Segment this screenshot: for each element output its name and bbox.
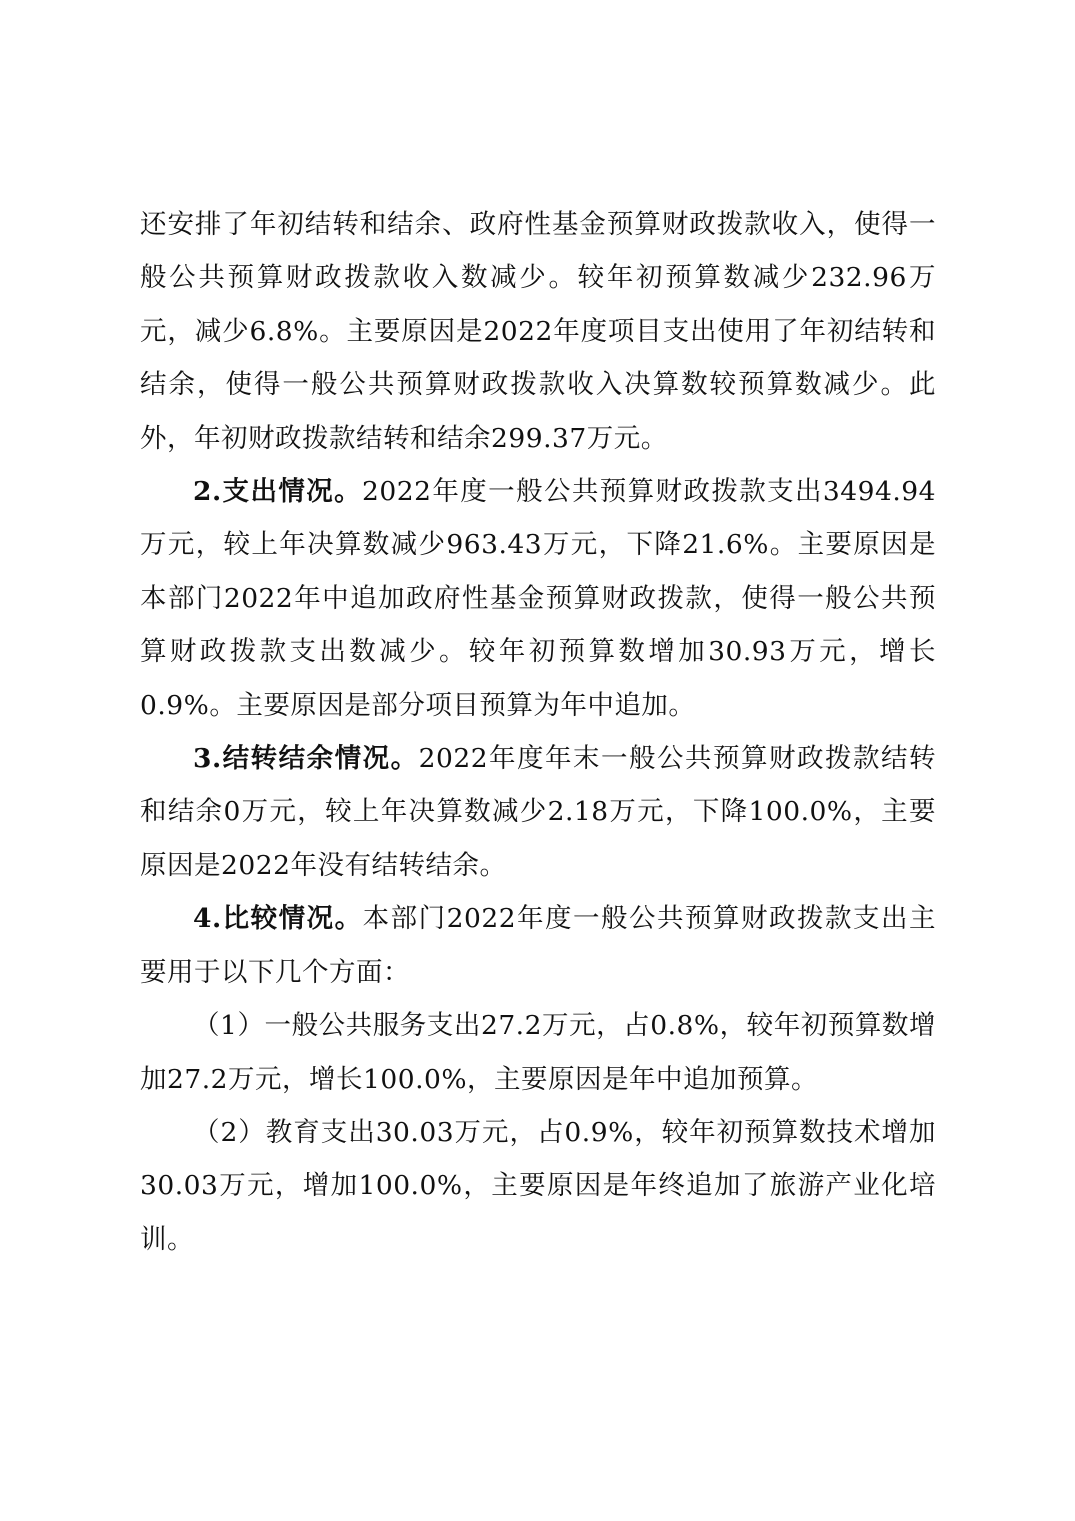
- paragraph-comparison: [140, 892, 936, 999]
- section-heading-carryover: 3.结转结余情况。: [193, 743, 419, 775]
- paragraph-expenditure: [140, 465, 936, 732]
- paragraph-text: （1）一般公共服务支出27.2万元，占0.8%，较年初预算数增加27.2万元，增长100.0%，主要原因是年中追加预算。: [140, 1010, 936, 1095]
- paragraph-text: 2022年度年末一般公共预算财政拨款结转和结余0万元，较上年决算数减少2.18万元，下降100.0%，主要原因是2022年没有结转结余。: [140, 743, 936, 881]
- list-item-general-public-services: [140, 999, 936, 1106]
- paragraph-text: （2）教育支出30.03万元，占0.9%，较年初预算数技术增加30.03万元，增加100.0%，主要原因是年终追加了旅游产业化培训。: [140, 1116, 936, 1255]
- paragraph-text: 还安排了年初结转和结余、政府性基金预算财政拨款收入，使得一般公共预算财政拨款收入数减少。较年初预算数减少232.96万元，减少6.8%。主要原因是2022年度项目支出使用了年初结转和结余，使得一般公共预算财政拨款收入决算数较预算数减少。此外，年初财政拨款结转和结余299.37万元。: [140, 209, 936, 454]
- section-heading-comparison: 4.比较情况。: [193, 903, 363, 935]
- paragraph-text: 本部门2022年度一般公共预算财政拨款支出主要用于以下几个方面：: [140, 903, 936, 988]
- paragraph-income-continued: [140, 198, 936, 465]
- section-heading-expenditure: 2.支出情况。: [193, 476, 363, 508]
- paragraph-text: 2022年度一般公共预算财政拨款支出3494.94万元，较上年决算数减少963.43万元，下降21.6%。主要原因是本部门2022年中追加政府性基金预算财政拨款，使得一般公共预算财政拨款支出数减少。较年初预算数增加30.93万元，增长0.9%。主要原因是部分项目预算为年中追加。: [140, 476, 936, 721]
- list-item-education: [140, 1106, 936, 1266]
- document-body: [140, 198, 936, 1266]
- paragraph-carryover: [140, 732, 936, 892]
